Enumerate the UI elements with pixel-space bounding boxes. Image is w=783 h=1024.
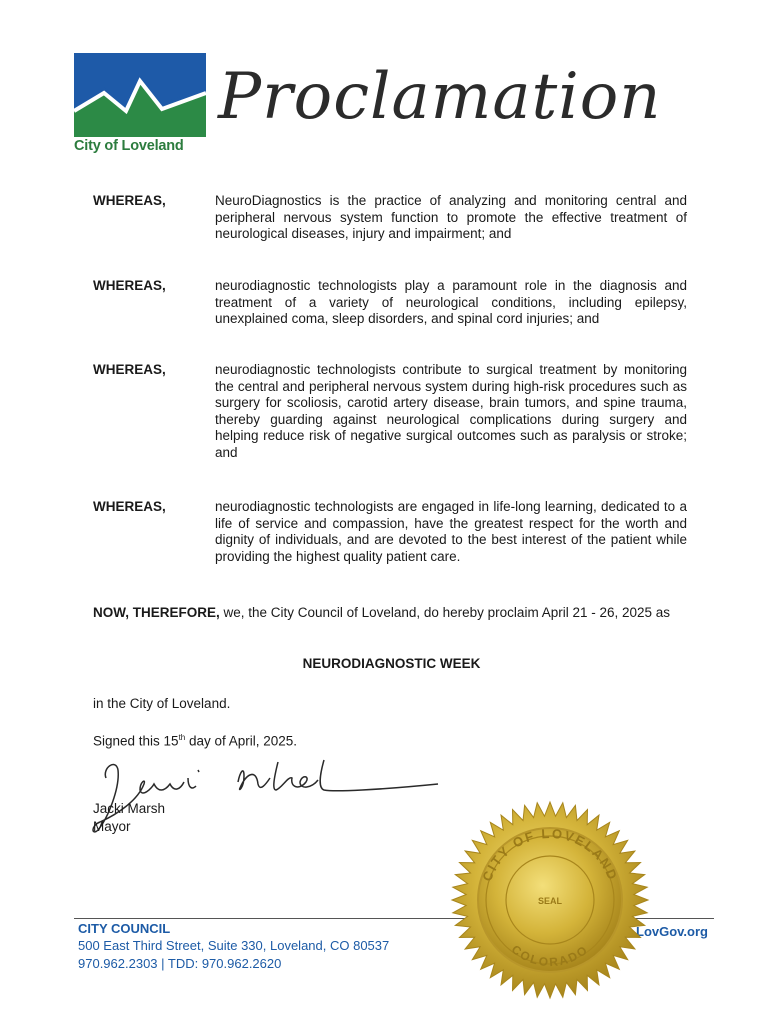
footer-website: LovGov.org	[636, 924, 708, 939]
whereas-text: neurodiagnostic technologists are engaged in life-long learning, dedicated to a life of service and compassion, have the greatest respect for the worth and dignity of individuals, and are devoted to the best interest of the patient while providing the highest quality patient care.	[215, 499, 687, 564]
now-therefore-text: we, the City Council of Loveland, do hereby proclaim April 21 - 26, 2025 as	[219, 605, 671, 620]
logo-mark-icon	[74, 53, 206, 137]
page-title: Proclamation	[218, 60, 662, 134]
whereas-text: neurodiagnostic technologists contribute to surgical treatment by monitoring the central and peripheral nervous system during high-risk procedures such as surgery for scoliosis, carotid artery disease, brain tumors, and spine trauma, thereby guarding against neurological complications during surgery and helping reduce risk of negative surgical outcomes such as paralysis or stroke; and	[215, 362, 687, 460]
whereas-label: WHEREAS,	[93, 499, 166, 514]
whereas-label: WHEREAS,	[93, 278, 166, 293]
proclamation-statement	[93, 605, 693, 622]
mayor-name: Jacki Marsh	[93, 801, 166, 816]
city-logo	[74, 53, 206, 159]
seal-bottom-text: COLORADO	[508, 942, 592, 970]
gold-seal-icon	[450, 800, 650, 1000]
whereas-label: WHEREAS,	[93, 362, 166, 377]
seal-top-text: CITY OF LOVELAND	[479, 825, 621, 884]
whereas-text: neurodiagnostic technologists play a paramount role in the diagnosis and treatment of a variety of neurological conditions, including epilepsy, unexplained coma, sleep disorders, and spinal cord injuries; and	[215, 278, 687, 326]
signed-suffix: day of April, 2025.	[185, 733, 298, 749]
seal-center-text: SEAL	[537, 896, 563, 906]
signed-date	[93, 733, 297, 749]
footer-title: CITY COUNCIL	[78, 921, 171, 936]
whereas-text: NeuroDiagnostics is the practice of analyzing and monitoring central and peripheral nervous system function to promote the effective treatment of neurological diseases, injury and impairment; and	[215, 193, 687, 241]
week-title: NEURODIAGNOSTIC WEEK	[302, 656, 481, 671]
footer-phone: 970.962.2303 | TDD: 970.962.2620	[78, 956, 282, 971]
mayor-signature	[88, 748, 468, 838]
logo-text: City of Loveland	[74, 138, 184, 154]
whereas-label: WHEREAS,	[93, 193, 166, 208]
mayor-title: Mayor	[93, 819, 131, 834]
now-therefore-lead: NOW, THEREFORE,	[93, 605, 220, 620]
city-line: in the City of Loveland.	[93, 696, 231, 711]
footer-address: 500 East Third Street, Suite 330, Loveland, CO 80537	[78, 938, 390, 953]
signed-ordinal: th	[178, 733, 186, 742]
signed-prefix: Signed this 15	[93, 733, 179, 749]
